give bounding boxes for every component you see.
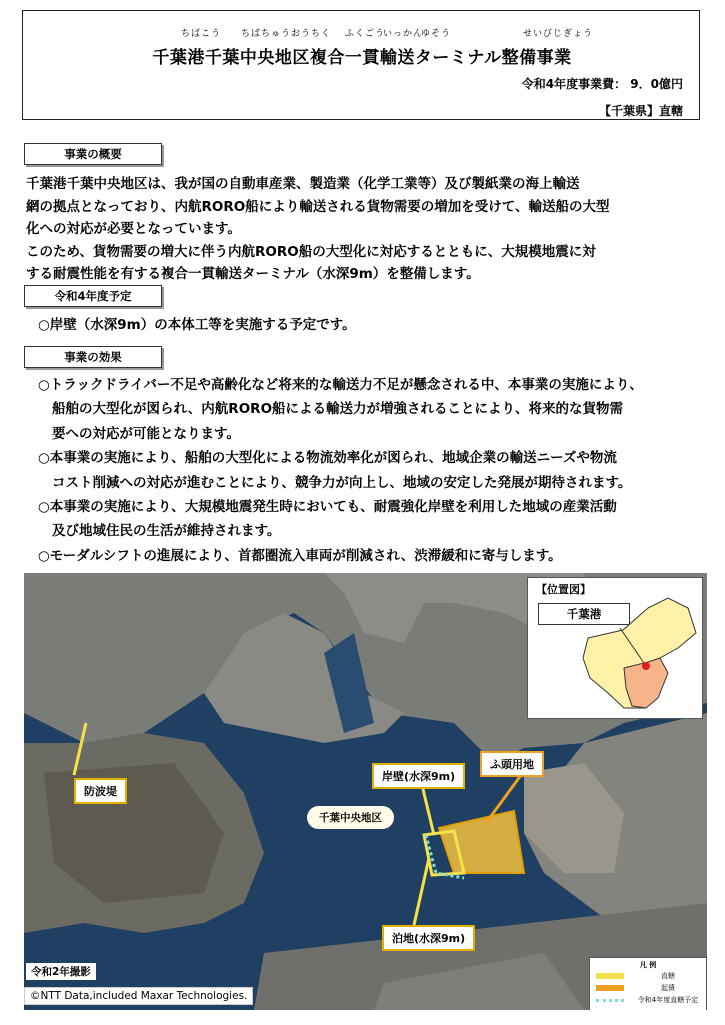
chiba-prefecture-map	[528, 578, 702, 718]
legend-swatch	[596, 985, 624, 991]
location-map-inset	[527, 577, 703, 719]
effect-line: 要への対応が可能となります。	[52, 425, 240, 442]
budget-text: 令和4年度事業費： 9．0億円	[521, 77, 683, 91]
legend-swatch	[596, 973, 624, 979]
effect-line: コスト削減への対応が進むことにより、競争力が向上し、地域の安定した発展が期待されます。	[52, 474, 632, 491]
map-legend	[589, 957, 707, 1010]
section-label-plan: 令和4年度予定	[24, 285, 162, 307]
legend-item	[596, 971, 702, 981]
ruby-text: せいびじぎょう	[523, 29, 594, 39]
photo-year-label: 令和2年撮影	[26, 963, 96, 980]
wharf-land-label: ふ頭用地	[480, 751, 544, 777]
effect-line: ○本事業の実施により、大規模地震発生時においても、耐震強化岸壁を利用した地域の産業活動	[38, 499, 617, 516]
effect-line: 及び地域住民の生活が維持されます。	[52, 523, 281, 540]
effect-line: ○モーダルシフトの進展により、首都圏流入車両が削減され、渋滞緩和に寄与します。	[38, 547, 562, 564]
legend-label: 令和4年度直轄予定	[637, 996, 699, 1004]
overview-text	[26, 173, 706, 286]
aerial-photo	[24, 573, 707, 1010]
ruby-text: ちばちゅうおうちく	[241, 29, 332, 39]
section-label-overview: 事業の概要	[24, 143, 162, 165]
effect-line: ○トラックドライバー不足や高齢化など将来的な輸送力不足が懸念される中、本事業の実施により、	[38, 377, 643, 393]
photo-credit: ©NTT Data,included Maxar Technologies.	[24, 987, 253, 1005]
overview-line: 網の拠点となっており、内航RORO船により輸送される貨物需要の増加を受けて、輸送船の大型	[26, 198, 610, 215]
quay-label: 岸壁(水深9m)	[372, 763, 465, 789]
breakwater-label: 防波堤	[74, 778, 127, 804]
legend-item	[596, 983, 702, 993]
overview-line: する耐震性能を有する複合一貫輸送ターミナル（水深9m）を整備します。	[26, 266, 480, 282]
overview-line: 千葉港千葉中央地区は、我が国の自動車産業、製造業（化学工業等）及び製紙業の海上輸送	[26, 176, 580, 192]
district-label: 千葉中央地区	[307, 806, 394, 829]
page-title: 千葉港千葉中央地区複合一貫輸送ターミナル整備事業	[152, 48, 572, 68]
legend-swatch	[596, 999, 624, 1002]
ruby-text: ふくごう	[345, 29, 386, 39]
effect-line: ○本事業の実施により、船舶の大型化による物流効率化が図られ、地域企業の輸送ニーズや物流	[38, 450, 617, 467]
inset-title: 【位置図】	[536, 583, 591, 596]
title-ruby	[23, 26, 701, 40]
plan-text: ○岸壁（水深9m）の本体工等を実施する予定です。	[38, 317, 356, 333]
effects-text	[38, 373, 718, 568]
overview-line: このため、貨物需要の増大に伴う内航RORO船の大型化に対応するとともに、大規模地震に対	[26, 243, 596, 260]
anchorage-label: 泊地(水深9m)	[382, 925, 475, 951]
organization-text: 【千葉県】直轄	[598, 104, 683, 118]
header-box	[22, 10, 700, 120]
section-label-effects: 事業の効果	[24, 346, 162, 368]
ruby-text: いっかん	[383, 29, 424, 39]
ruby-text: ゆそう	[421, 29, 452, 39]
legend-label: 直轄	[661, 972, 675, 980]
inset-port-label: 千葉港	[538, 603, 630, 625]
legend-item	[596, 995, 702, 1005]
overview-line: 化への対応が必要となっています。	[26, 221, 241, 237]
effect-line: 船舶の大型化が図られ、内航RORO船による輸送力が増強されることにより、将来的な貨物需	[52, 401, 624, 418]
port-location-marker	[642, 662, 650, 670]
legend-title: 凡 例	[639, 961, 657, 969]
legend-label: 起債	[661, 984, 675, 992]
ruby-text: ちばこう	[181, 29, 222, 39]
